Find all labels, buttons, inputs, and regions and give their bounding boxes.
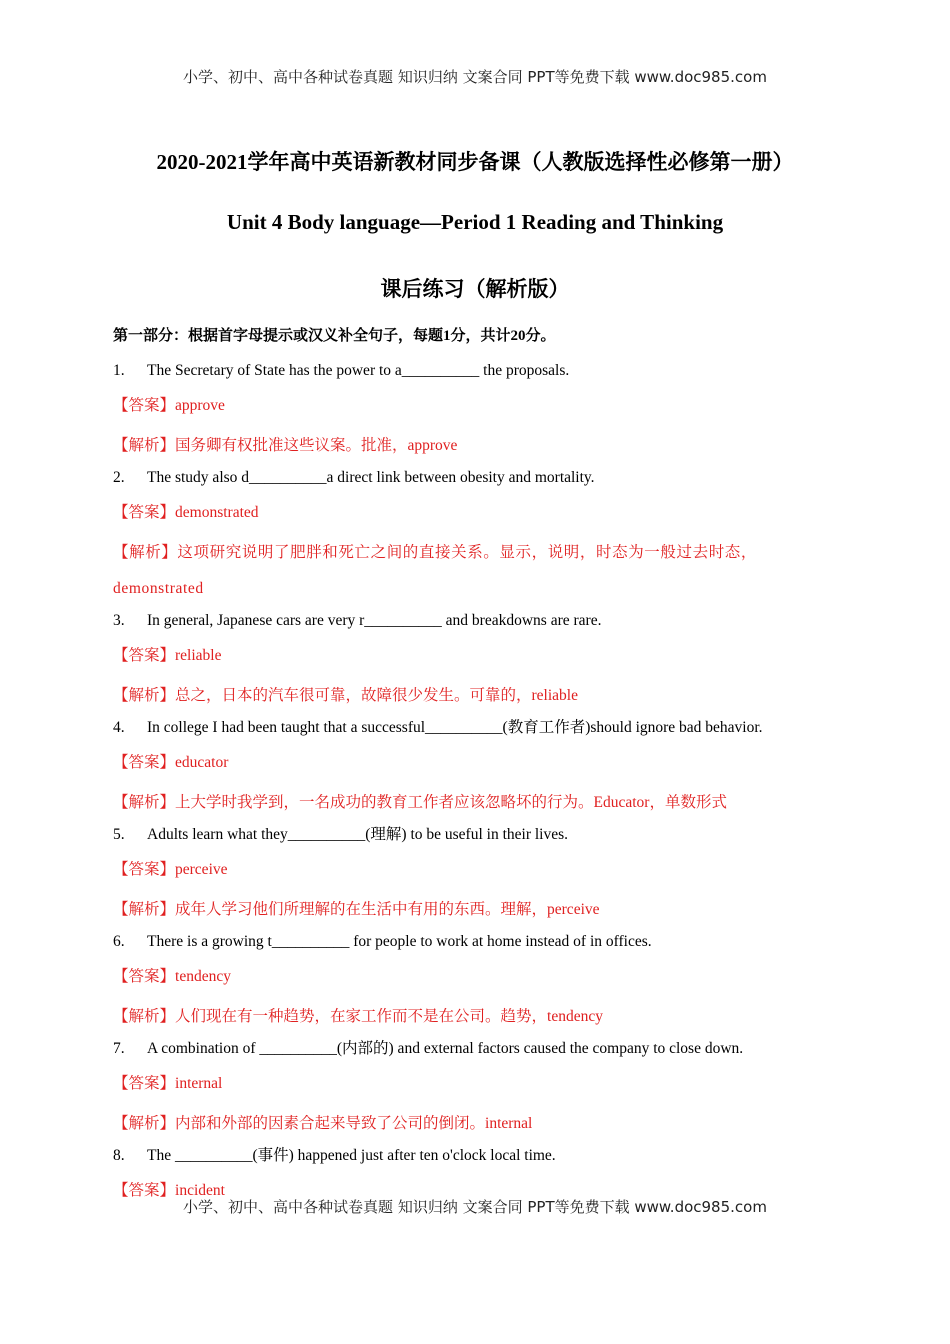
question-item	[113, 358, 833, 393]
header-watermark: 小学、初中、高中各种试卷真题 知识归纳 文案合同 PPT等免费下载 www.doc985.com	[183, 68, 767, 86]
explanation-line	[113, 678, 833, 714]
explanation-line	[113, 428, 833, 464]
explanation-text: 内部和外部的因素合起来导致了公司的倒闭。internal	[175, 1115, 533, 1132]
explanation-tag: 【解析】	[113, 901, 176, 918]
question-number: 4.	[113, 719, 125, 736]
question-text: Adults learn what they__________(理解) to be useful in their lives.	[147, 826, 569, 843]
exercise-content	[113, 323, 833, 1213]
question-number: 8.	[113, 1147, 125, 1164]
answer-line	[113, 1071, 833, 1106]
answer-tag: 【答案】	[113, 647, 176, 664]
explanation-text: 总之，日本的汽车很可靠，故障很少发生。可靠的，reliable	[175, 687, 578, 704]
answer-text: approve	[175, 397, 225, 414]
question-item	[113, 465, 833, 500]
answer-line	[113, 500, 833, 535]
document-title: 2020-2021学年高中英语新教材同步备课（人教版选择性必修第一册）	[156, 150, 794, 174]
question-item	[113, 608, 833, 643]
unit-title: Unit 4 Body language—Period 1 Reading and Thinking	[226, 210, 724, 234]
explanation-tag: 【解析】	[113, 1115, 176, 1132]
explanation-line	[113, 892, 833, 928]
explanation-tag: 【解析】	[113, 687, 176, 704]
explanation-text: 上大学时我学到，一名成功的教育工作者应该忽略坏的行为。Educator，单数形式	[175, 794, 727, 811]
answer-text: demonstrated	[175, 504, 259, 521]
answer-tag: 【答案】	[113, 754, 176, 771]
explanation-text: 人们现在有一种趋势，在家工作而不是在公司。趋势，tendency	[175, 1008, 603, 1025]
answer-tag: 【答案】	[113, 861, 176, 878]
question-text: In general, Japanese cars are very r__________ and breakdowns are rare.	[147, 612, 602, 629]
explanation-tag: 【解析】	[113, 544, 178, 561]
question-number: 7.	[113, 1040, 125, 1057]
question-text: In college I had been taught that a successful__________(教育工作者)should ignore bad behavior.	[147, 719, 763, 736]
question-number: 5.	[113, 826, 125, 843]
question-number: 3.	[113, 612, 125, 629]
answer-tag: 【答案】	[113, 397, 176, 414]
question-text: A combination of __________(内部的) and external factors caused the company to close down.	[147, 1040, 744, 1057]
footer-watermark: 小学、初中、高中各种试卷真题 知识归纳 文案合同 PPT等免费下载 www.doc985.com	[183, 1198, 767, 1216]
question-item	[113, 929, 833, 964]
question-item	[113, 822, 833, 857]
answer-line	[113, 857, 833, 892]
question-number: 1.	[113, 362, 125, 379]
answer-text: incident	[175, 1182, 225, 1199]
question-item	[113, 1036, 833, 1071]
explanation-line	[113, 1106, 833, 1142]
answer-text: educator	[175, 754, 229, 771]
explanation-line	[113, 785, 833, 821]
explanation-line	[113, 535, 833, 607]
explanation-tag: 【解析】	[113, 1008, 176, 1025]
explanation-text: 国务卿有权批准这些议案。批准，approve	[175, 437, 458, 454]
question-item	[113, 715, 833, 750]
answer-line	[113, 393, 833, 428]
question-text: There is a growing t__________ for people to work at home instead of in offices.	[147, 933, 652, 950]
explanation-tag: 【解析】	[113, 794, 176, 811]
answer-text: reliable	[175, 647, 222, 664]
explanation-tag: 【解析】	[113, 437, 176, 454]
answer-text: tendency	[175, 968, 231, 985]
answer-line	[113, 643, 833, 678]
answer-tag: 【答案】	[113, 968, 176, 985]
explanation-text: 成年人学习他们所理解的在生活中有用的东西。理解，perceive	[175, 901, 600, 918]
answer-text: internal	[175, 1075, 223, 1092]
question-number: 6.	[113, 933, 125, 950]
answer-tag: 【答案】	[113, 1182, 176, 1199]
question-item	[113, 1143, 833, 1178]
question-text: The study also d__________a direct link between obesity and mortality.	[147, 469, 595, 486]
question-number: 2.	[113, 469, 125, 486]
answer-tag: 【答案】	[113, 1075, 176, 1092]
answer-tag: 【答案】	[113, 504, 176, 521]
section-heading: 第一部分：根据首字母提示或汉义补全句子，每题1分，共计20分。	[113, 328, 556, 344]
explanation-text: 这项研究说明了肥胖和死亡之间的直接关系。显示，说明，时态为一般过去时态，demonstrated	[113, 544, 758, 597]
answer-line	[113, 750, 833, 785]
explanation-line	[113, 999, 833, 1035]
answer-line	[113, 964, 833, 999]
answer-text: perceive	[175, 861, 228, 878]
question-text: The __________(事件) happened just after ten o'clock local time.	[147, 1147, 556, 1164]
exercise-subtitle: 课后练习（解析版）	[380, 277, 570, 301]
question-text: The Secretary of State has the power to a__________ the proposals.	[147, 362, 570, 379]
